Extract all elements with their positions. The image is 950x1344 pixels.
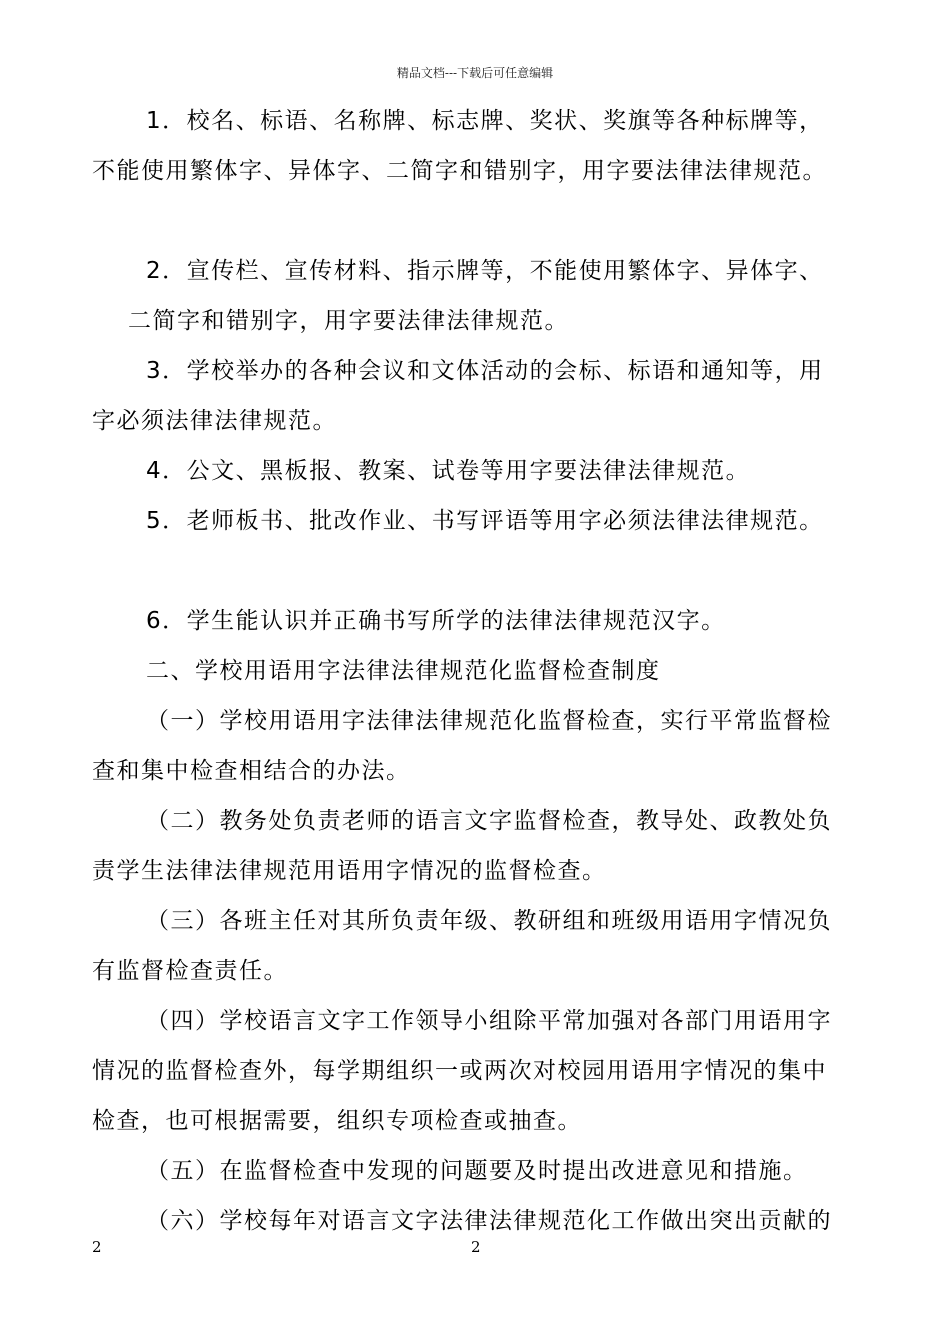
text-line: （四）学校语言文字工作领导小组除平常加强对各部门用语用字 <box>146 1008 832 1034</box>
text-line: 5．老师板书、批改作业、书写评语等用字必须法律法律规范。 <box>146 508 824 534</box>
text-line: 二、学校用语用字法律法律规范化监督检查制度 <box>146 658 661 684</box>
text-line: 情况的监督检查外，每学期组织一或两次对校园用语用字情况的集中 <box>92 1058 827 1084</box>
text-line: （一）学校用语用字法律法律规范化监督检查，实行平常监督检 <box>146 708 832 734</box>
text-line: 字必须法律法律规范。 <box>92 408 337 434</box>
text-line: 2．宣传栏、宣传材料、指示牌等，不能使用繁体字、异体字、 <box>146 258 824 284</box>
page-header: 精品文档---下载后可任意编辑 <box>396 66 554 80</box>
text-line: （六）学校每年对语言文字法律法律规范化工作做出突出贡献的 <box>146 1208 832 1234</box>
text-line: 责学生法律法律规范用语用字情况的监督检查。 <box>92 858 607 884</box>
text-line: 4．公文、黑板报、教案、试卷等用字要法律法律规范。 <box>146 458 751 484</box>
text-line: 有监督检查责任。 <box>92 958 288 984</box>
text-line: 1．校名、标语、名称牌、标志牌、奖状、奖旗等各种标牌等， <box>146 108 824 134</box>
page-number-left: 2 <box>92 1238 102 1256</box>
text-line: （二）教务处负责老师的语言文字监督检查，教导处、政教处负 <box>146 808 832 834</box>
text-line: （五）在监督检查中发现的问题要及时提出改进意见和措施。 <box>146 1158 808 1184</box>
text-line: （三）各班主任对其所负责年级、教研组和班级用语用字情况负 <box>146 908 832 934</box>
text-line: 3．学校举办的各种会议和文体活动的会标、标语和通知等，用 <box>146 358 824 384</box>
text-line: 不能使用繁体字、异体字、二简字和错别字，用字要法律法律规范。 <box>92 158 827 184</box>
text-line: 检查，也可根据需要，组织专项检查或抽查。 <box>92 1108 582 1134</box>
text-line: 6．学生能认识并正确书写所学的法律法律规范汉字。 <box>146 608 726 634</box>
text-line: 查和集中检查相结合的办法。 <box>92 758 411 784</box>
page-number-center: 2 <box>471 1238 481 1256</box>
text-line: 二简字和错别字，用字要法律法律规范。 <box>128 308 569 334</box>
